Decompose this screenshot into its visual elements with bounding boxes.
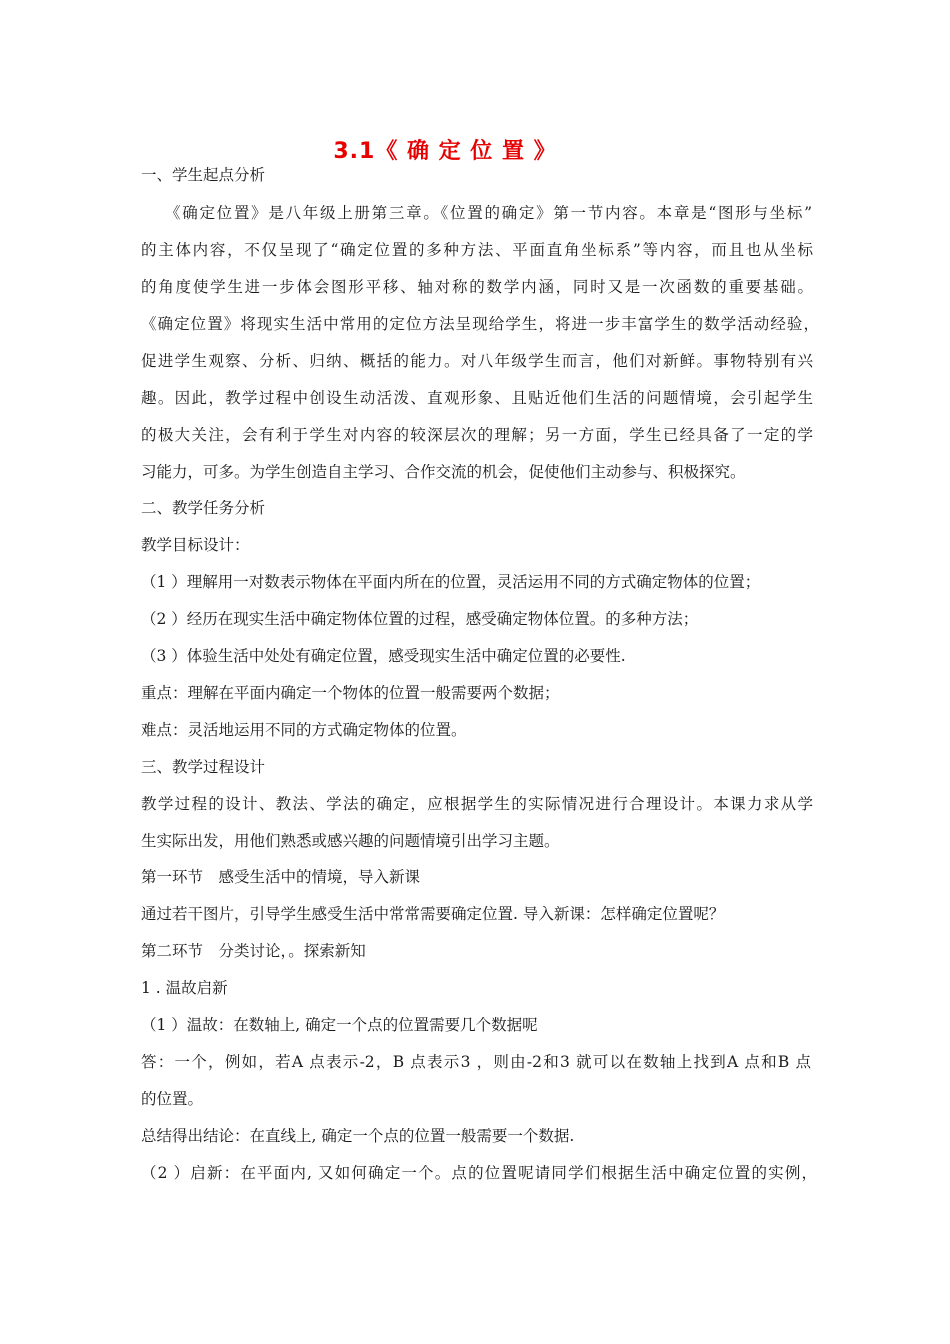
key-point: 重点：理解在平面内确定一个物体的位置一般需要两个数据； <box>141 684 560 702</box>
section-heading-2: 二、教学任务分析 <box>141 499 266 517</box>
paragraph-line: 的主体内容，不仅呈现了“确定位置的多种方法、平面直角坐标系”等内容，而且也从坐标 <box>141 241 813 259</box>
subheading: 教学目标设计： <box>141 536 250 554</box>
document-title: 3.1《 确 定 位 置 》 <box>333 139 557 164</box>
goal-item-1: （1 ）理解用一对数表示物体在平面内所在的位置，灵活运用不同的方式确定物体的位置； <box>141 573 761 591</box>
step-heading-1: 第一环节 感受生活中的情境，导入新课 <box>141 868 421 886</box>
paragraph-line: 通过若干图片，引导学生感受生活中常常需要确定位置. 导入新课：怎样确定位置呢？ <box>141 905 725 923</box>
paragraph-line: 习能力，可多。为学生创造自主学习、合作交流的机会，促使他们主动参与、积极探究。 <box>141 463 746 481</box>
list-item: 1 . 温故启新 <box>141 979 228 997</box>
paragraph-line: 《确定位置》是八年级上册第三章。《位置的确定》第一节内容。本章是“图形与坐标” <box>165 204 812 222</box>
paragraph-line: 趣。因此，教学过程中创设生动活泼、直观形象、且贴近他们生活的问题情境，会引起学生 <box>141 389 813 407</box>
paragraph-line: 生实际出发，用他们熟悉或感兴趣的问题情境引出学习主题。 <box>141 832 560 850</box>
paragraph-line: 教学过程的设计、教法、学法的确定，应根据学生的实际情况进行合理设计。本课力求从学 <box>141 795 813 813</box>
step-heading-2: 第二环节 分类讨论，。探索新知 <box>141 942 366 960</box>
paragraph-line: 促进学生观察、分析、归纳、概括的能力。对八年级学生而言，他们对新鲜。事物特别有兴 <box>141 352 813 370</box>
section-heading-3: 三、教学过程设计 <box>141 758 266 776</box>
list-item: （1 ）温故：在数轴上, 确定一个点的位置需要几个数据呢 <box>141 1016 538 1034</box>
difficult-point: 难点：灵活地运用不同的方式确定物体的位置。 <box>141 721 467 739</box>
paragraph-line: （2 ）启新：在平面内, 又如何确定一个。点的位置呢请同学们根据生活中确定位置的实例， <box>141 1164 817 1182</box>
section-heading-1: 一、学生起点分析 <box>141 166 266 184</box>
paragraph-line: 的位置。 <box>141 1090 204 1108</box>
paragraph-line: 答：一个，例如，若A 点表示-2，B 点表示3 ，则由-2和3 就可以在数轴上找到A 点和B 点 <box>141 1053 811 1071</box>
paragraph-line: 的角度使学生进一步体会图形平移、轴对称的数学内涵，同时又是一次函数的重要基础。 <box>141 278 813 296</box>
goal-item-3: （3 ）体验生活中处处有确定位置，感受现实生活中确定位置的必要性. <box>141 647 626 665</box>
goal-item-2: （2 ）经历在现实生活中确定物体位置的过程，感受确定物体位置。的多种方法； <box>141 610 699 628</box>
paragraph-line: 《确定位置》将现实生活中常用的定位方法呈现给学生，将进一步丰富学生的数学活动经验， <box>141 315 819 333</box>
paragraph-line: 的极大关注，会有利于学生对内容的较深层次的理解；另一方面，学生已经具备了一定的学 <box>141 426 813 444</box>
paragraph-line: 总结得出结论：在直线上, 确定一个点的位置一般需要一个数据. <box>141 1127 575 1145</box>
